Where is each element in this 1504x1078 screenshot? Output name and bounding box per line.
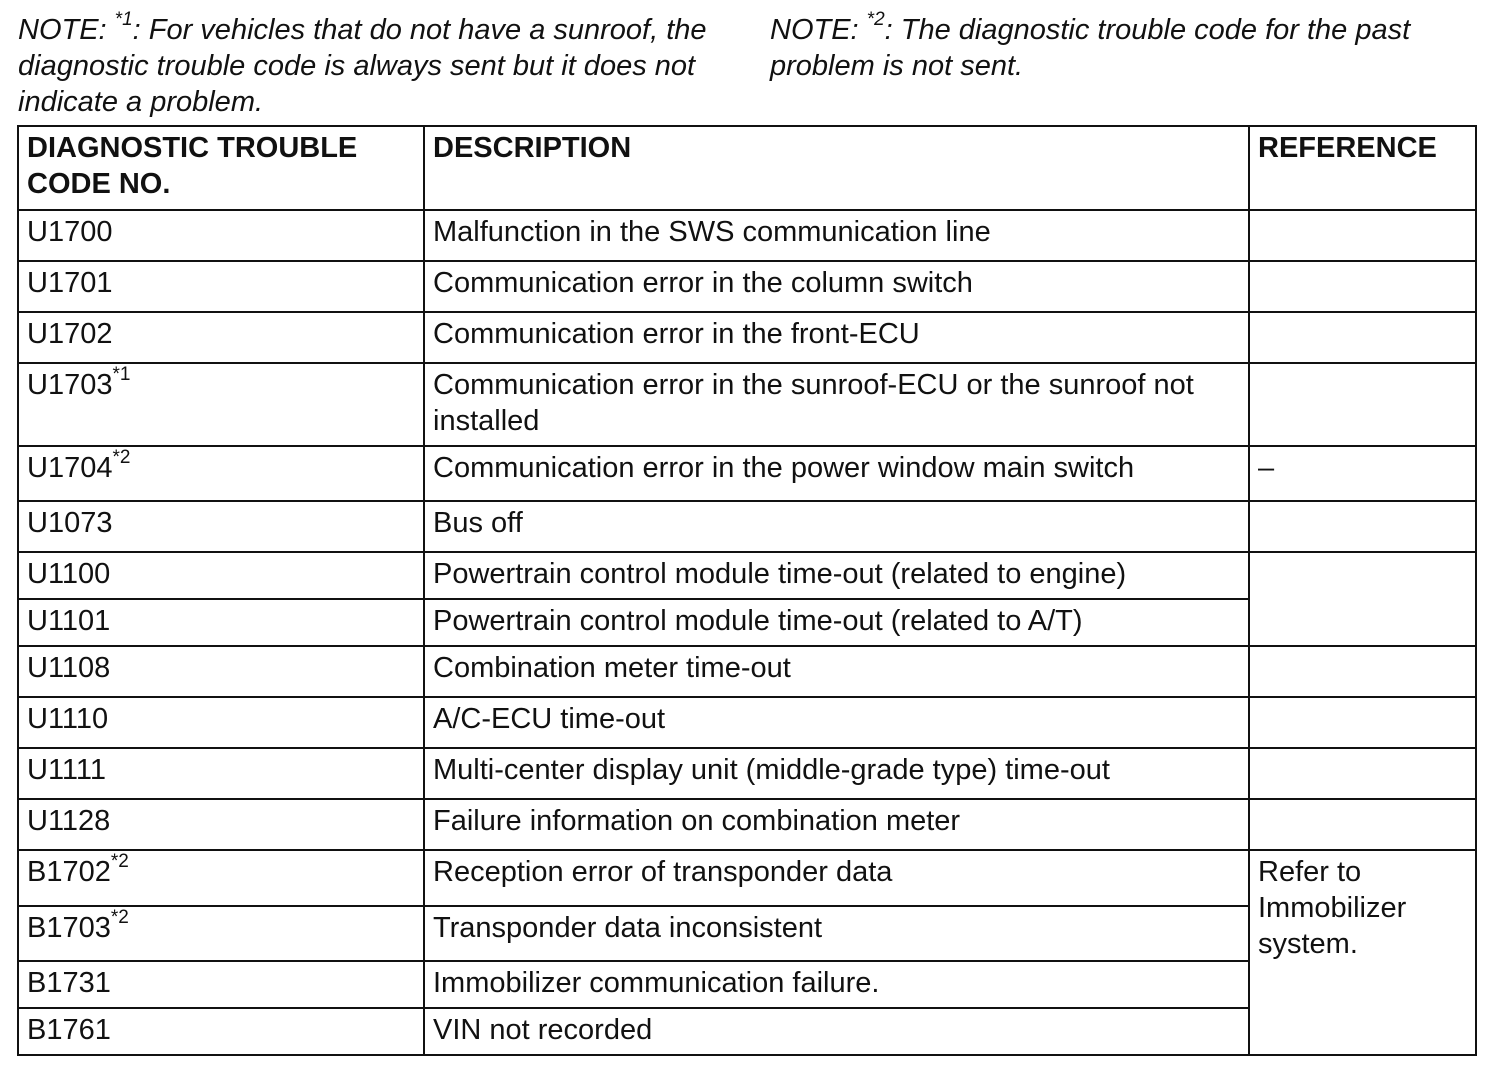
dtc-reference <box>1249 210 1476 261</box>
dtc-code: U1073 <box>18 501 424 552</box>
header-code: DIAGNOSTIC TROUBLE CODE NO. <box>18 126 424 210</box>
dtc-description: Multi-center display unit (middle-grade type) time-out <box>424 748 1249 799</box>
dtc-reference <box>1249 501 1476 552</box>
dtc-description: Communication error in the sunroof-ECU or the sunroof not installed <box>424 363 1249 446</box>
footnote-mark: *2 <box>866 9 885 31</box>
table-row <box>18 363 1476 446</box>
dtc-description: Communication error in the front-ECU <box>424 312 1249 363</box>
dtc-description: VIN not recorded <box>424 1008 1249 1055</box>
note-text: : For vehicles that do not have a sunroof, the diagnostic trouble code is always sent but it does not indicate a problem. <box>18 14 707 118</box>
footnote-mark: *1 <box>114 9 133 31</box>
dtc-reference <box>1249 799 1476 850</box>
table-row <box>18 312 1476 363</box>
dtc-code: U1100 <box>18 552 424 599</box>
dtc-code: B1761 <box>18 1008 424 1055</box>
dtc-description: Combination meter time-out <box>424 646 1249 697</box>
dtc-description: Communication error in the power window main switch <box>424 446 1249 501</box>
dtc-description: Failure information on combination meter <box>424 799 1249 850</box>
table-row <box>18 850 1476 906</box>
dtc-code: U1701 <box>18 261 424 312</box>
dtc-reference <box>1249 363 1476 446</box>
header-reference: REFERENCE <box>1249 126 1476 210</box>
dtc-description: Bus off <box>424 501 1249 552</box>
dtc-code: U1108 <box>18 646 424 697</box>
header-description: DESCRIPTION <box>424 126 1249 210</box>
dtc-code: U1128 <box>18 799 424 850</box>
table-row <box>18 501 1476 552</box>
dtc-reference <box>1249 261 1476 312</box>
dtc-description: Powertrain control module time-out (related to A/T) <box>424 599 1249 646</box>
dtc-reference <box>1249 697 1476 748</box>
dtc-code: U1700 <box>18 210 424 261</box>
note-past-problem <box>770 9 1490 84</box>
note-prefix: NOTE: <box>770 14 867 46</box>
dtc-code: U1111 <box>18 748 424 799</box>
dtc-code: B1731 <box>18 961 424 1008</box>
note-sunroof <box>18 9 748 120</box>
table-row <box>18 552 1476 599</box>
dtc-description: Reception error of transponder data <box>424 850 1249 906</box>
dtc-reference: – <box>1249 446 1476 501</box>
dtc-description: A/C-ECU time-out <box>424 697 1249 748</box>
dtc-reference <box>1249 552 1476 646</box>
dtc-code: B1703$^{*2}$ <box>18 906 424 961</box>
dtc-table <box>17 125 1477 1056</box>
dtc-code: U1702 <box>18 312 424 363</box>
table-row <box>18 697 1476 748</box>
dtc-description: Communication error in the column switch <box>424 261 1249 312</box>
dtc-reference-immobilizer: Refer to Immobilizer system. <box>1249 850 1476 1055</box>
dtc-description: Powertrain control module time-out (related to engine) <box>424 552 1249 599</box>
dtc-code: U1110 <box>18 697 424 748</box>
dtc-reference <box>1249 646 1476 697</box>
note-prefix: NOTE: <box>18 14 115 46</box>
table-header-row <box>18 126 1476 210</box>
dtc-description: Malfunction in the SWS communication line <box>424 210 1249 261</box>
dtc-code: U1704$^{*2}$ <box>18 446 424 501</box>
dtc-reference <box>1249 312 1476 363</box>
table-row <box>18 210 1476 261</box>
table-row <box>18 646 1476 697</box>
dtc-description: Immobilizer communication failure. <box>424 961 1249 1008</box>
dtc-reference <box>1249 748 1476 799</box>
table-row <box>18 446 1476 501</box>
table-row <box>18 261 1476 312</box>
note-text: : The diagnostic trouble code for the past problem is not sent. <box>770 14 1411 82</box>
dtc-code: B1702$^{*2}$ <box>18 850 424 906</box>
dtc-description: Transponder data inconsistent <box>424 906 1249 961</box>
dtc-code: U1101 <box>18 599 424 646</box>
table-row <box>18 748 1476 799</box>
dtc-code: U1703$^{*1}$ <box>18 363 424 446</box>
table-row <box>18 799 1476 850</box>
